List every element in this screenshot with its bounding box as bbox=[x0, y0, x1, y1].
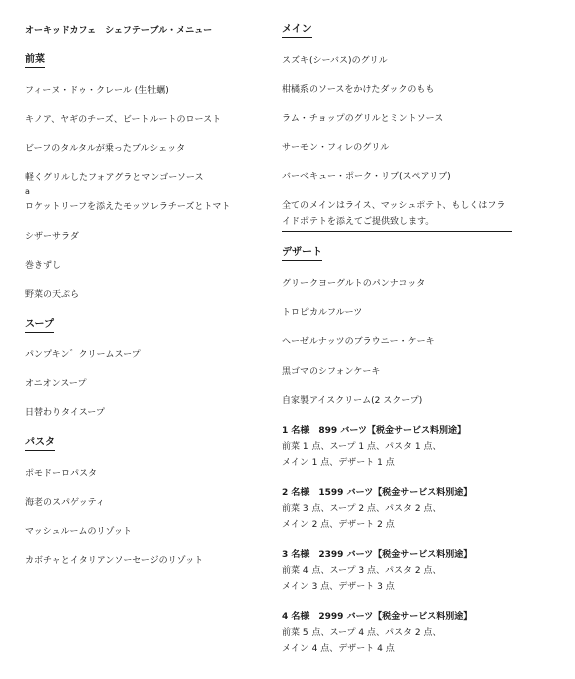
dessert-item: 黒ゴマのシフォンケーキ bbox=[282, 367, 381, 377]
appetizer-item: 巻きずし bbox=[25, 261, 62, 271]
set-menu-line: メイン 3 点、デザート 3 点 bbox=[282, 582, 395, 592]
appetizer-item: 野菜の天ぷら bbox=[25, 290, 80, 300]
main-item: 柑橘系のソースをかけたダックのもも bbox=[282, 85, 435, 95]
appetizer-item: ロケットリーフを添えたモッツレラチーズとトマト bbox=[25, 202, 231, 212]
appetizer-item: 軽くグリルしたフォアグラとマンゴーソース bbox=[25, 173, 204, 183]
pasta-item: カボチャとイタリアンソーセージのリゾット bbox=[25, 556, 204, 566]
set-menu-title: 1 名様 899 バーツ【税金サービス料別途】 bbox=[282, 426, 466, 436]
set-menu-title: 4 名様 2999 バーツ【税金サービス料別途】 bbox=[282, 612, 473, 622]
soup-item: 日替わりタイスープ bbox=[25, 408, 105, 418]
set-menu-line: メイン 1 点、デザート 1 点 bbox=[282, 458, 395, 468]
soup-item: パンプキン゛クリームスープ bbox=[25, 350, 141, 360]
set-menu-title: 3 名様 2399 バーツ【税金サービス料別途】 bbox=[282, 550, 473, 560]
soup-heading: スープ bbox=[25, 319, 54, 333]
set-menu-line: メイン 2 点、デザート 2 点 bbox=[282, 520, 395, 530]
main-item: スズキ(シーバス)のグリル bbox=[282, 56, 388, 66]
appetizer-item: ビーフのタルタルが乗ったブルシェッタ bbox=[25, 144, 186, 154]
dessert-item: トロピカルフルーツ bbox=[282, 308, 363, 318]
stray-character: a bbox=[25, 187, 30, 196]
dessert-item: グリークヨーグルトのパンナコッタ bbox=[282, 279, 426, 289]
main-note: 全てのメインはライス、マッシュポテト、もしくはフライドポテトを添えてご提供致します。 bbox=[282, 199, 512, 232]
main-heading: メイン bbox=[282, 24, 312, 38]
appetizer-item: シザーサラダ bbox=[25, 232, 79, 242]
set-menu-line: メイン 4 点、デザート 4 点 bbox=[282, 644, 395, 654]
set-menu-line: 前菜 3 点、スープ 2 点、パスタ 2 点、 bbox=[282, 504, 442, 514]
appetizer-item: フィーヌ・ドゥ・クレール (生牡蠣) bbox=[25, 86, 169, 96]
main-item: ラム・チョップのグリルとミントソース bbox=[282, 114, 444, 124]
dessert-item: 自家製アイスクリーム(2 スクープ) bbox=[282, 396, 423, 406]
pasta-item: マッシュルームのリゾット bbox=[25, 527, 132, 537]
menu-title: オーキッドカフェ シェフテーブル・メニュー bbox=[25, 26, 213, 36]
set-menu-line: 前菜 5 点、スープ 4 点、パスタ 2 点、 bbox=[282, 628, 442, 638]
main-item: バーベキュー・ポーク・リブ(スペアリブ) bbox=[282, 172, 451, 182]
soup-item: オニオンスープ bbox=[25, 379, 87, 389]
set-menu-title: 2 名様 1599 バーツ【税金サービス料別途】 bbox=[282, 488, 473, 498]
set-menu-line: 前菜 4 点、スープ 3 点、パスタ 2 点、 bbox=[282, 566, 442, 576]
set-menu-line: 前菜 1 点、スープ 1 点、パスタ 1 点、 bbox=[282, 442, 442, 452]
dessert-item: ヘーゼルナッツのブラウニー・ケーキ bbox=[282, 337, 435, 347]
pasta-item: 海老のスパゲッティ bbox=[25, 498, 105, 508]
appetizer-heading: 前菜 bbox=[25, 54, 45, 68]
dessert-heading: デザート bbox=[282, 247, 322, 261]
main-item: サーモン・フィレのグリル bbox=[282, 143, 390, 153]
pasta-item: ポモドーロパスタ bbox=[25, 469, 98, 479]
appetizer-item: キノア、ヤギのチーズ、ビートルートのロースト bbox=[25, 115, 222, 125]
pasta-heading: パスタ bbox=[25, 437, 55, 451]
